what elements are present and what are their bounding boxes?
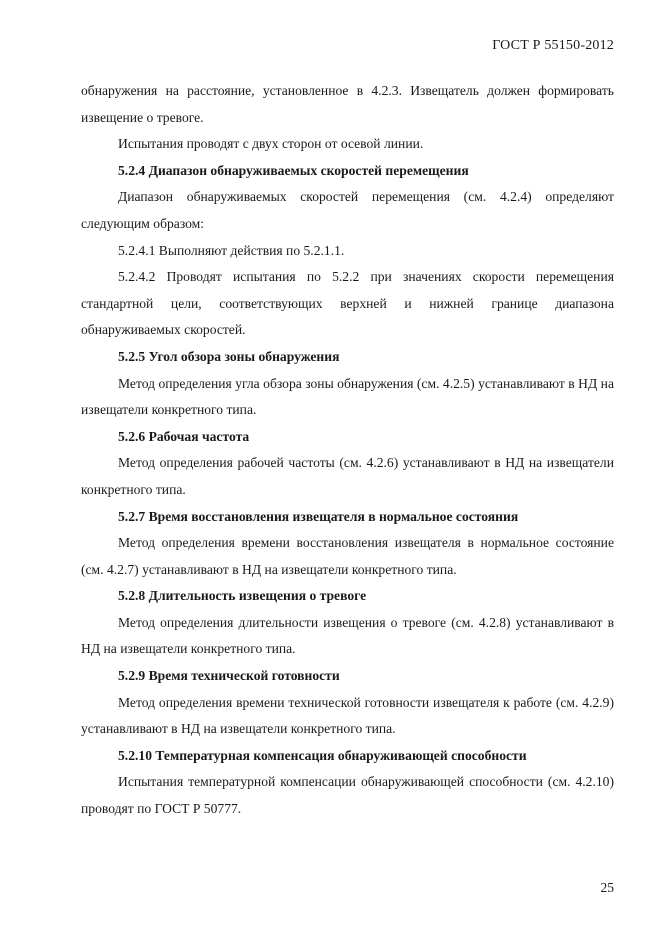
paragraph: Диапазон обнаруживаемых скоростей перемещения (см. 4.2.4) определяют следующим образом: bbox=[81, 189, 614, 231]
paragraph-continuation: обнаружения на расстояние, установленное в 4.2.3. Извещатель должен формировать извещение о тревоге. bbox=[81, 83, 614, 125]
paragraph: Метод определения времени технической готовности извещателя к работе (см. 4.2.9) устанавливают в НД на извещатели конкретного типа. bbox=[81, 694, 614, 737]
section-heading-5-2-6: 5.2.6 Рабочая частота bbox=[118, 428, 250, 444]
paragraph: Метод определения угла обзора зоны обнаружения (см. 4.2.5) устанавливают в НД на извещатели конкретного типа. bbox=[81, 375, 614, 418]
paragraph: 5.2.4.1 Выполняют действия по 5.2.1.1. bbox=[118, 242, 345, 258]
section-heading-5-2-10: 5.2.10 Температурная компенсация обнаруживающей способности bbox=[118, 747, 527, 763]
section-heading-5-2-8: 5.2.8 Длительность извещения о тревоге bbox=[118, 588, 367, 604]
paragraph: Метод определения рабочей частоты (см. 4.2.6) устанавливают в НД на извещатели конкретного типа. bbox=[81, 455, 614, 497]
paragraph: Испытания температурной компенсации обнаруживающей способности (см. 4.2.10) проводят по ГОСТ Р 50777. bbox=[81, 774, 614, 817]
body-text bbox=[81, 78, 614, 823]
section-heading-5-2-5: 5.2.5 Угол обзора зоны обнаружения bbox=[118, 348, 340, 364]
paragraph: Метод определения длительности извещения о тревоге (см. 4.2.8) устанавливают в НД на извещатели конкретного типа. bbox=[81, 614, 614, 657]
document-header: ГОСТ Р 55150-2012 bbox=[492, 38, 614, 53]
section-heading-5-2-4: 5.2.4 Диапазон обнаруживаемых скоростей перемещения bbox=[118, 162, 469, 178]
paragraph: 5.2.4.2 Проводят испытания по 5.2.2 при значениях скорости перемещения стандартной цели, соответствующих верхней и нижней границе диапазона обнаруживаемых скоростей. bbox=[81, 269, 614, 338]
page-number: 25 bbox=[600, 880, 614, 895]
paragraph: Испытания проводят с двух сторон от осевой линии. bbox=[118, 136, 424, 152]
paragraph: Метод определения времени восстановления извещателя в нормальное состояние (см. 4.2.7) устанавливают в НД на извещатели конкретного типа. bbox=[81, 535, 614, 577]
section-heading-5-2-7: 5.2.7 Время восстановления извещателя в нормальное состояния bbox=[118, 508, 519, 524]
section-heading-5-2-9: 5.2.9 Время технической готовности bbox=[118, 668, 340, 684]
